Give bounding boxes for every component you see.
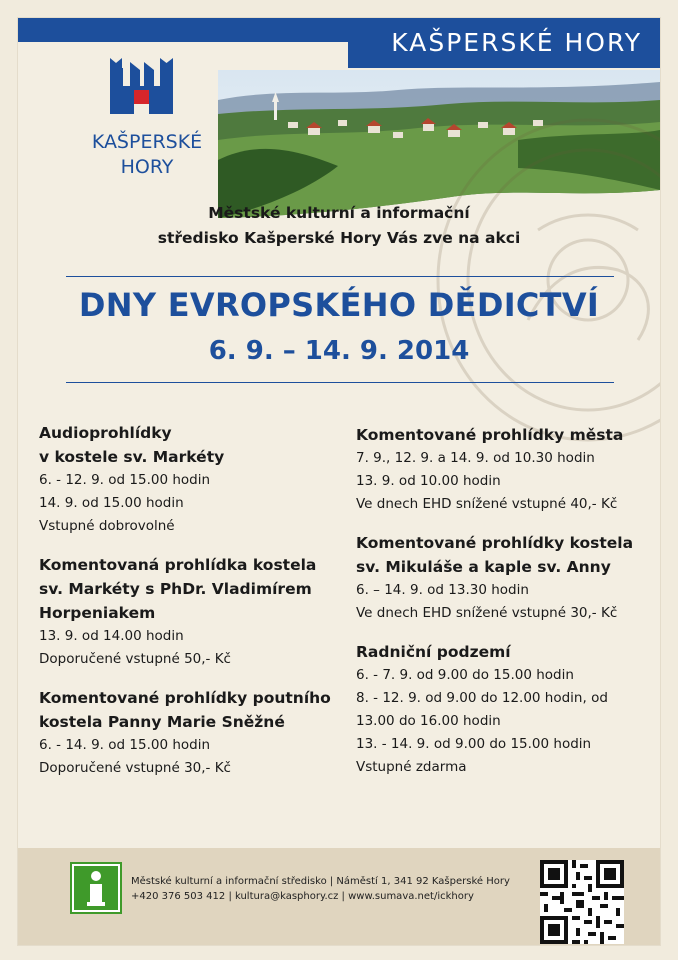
- divider-top: [66, 276, 614, 277]
- program-item-detail: Vstupné dobrovolné: [39, 518, 175, 534]
- program-item-detail: 8. - 12. 9. od 9.00 do 12.00 hodin, od 13.00 do 16.00 hodin: [356, 690, 608, 729]
- program-item-detail: 6. - 12. 9. od 15.00 hodin: [39, 472, 211, 488]
- program-item-detail: Vstupné zdarma: [356, 759, 467, 775]
- divider-bottom: [66, 382, 614, 383]
- program-item-detail: Ve dnech EHD snížené vstupné 30,- Kč: [356, 605, 618, 621]
- program-item-title: Radniční podzemí: [356, 643, 511, 661]
- program-item-detail: Ve dnech EHD snížené vstupné 40,- Kč: [356, 496, 618, 512]
- program-item-detail: 7. 9., 12. 9. a 14. 9. od 10.30 hodin: [356, 450, 595, 466]
- program-item: [356, 423, 656, 516]
- header-strip: [18, 18, 348, 42]
- intro-text: [18, 201, 660, 251]
- header-band: [348, 18, 660, 68]
- program-item-detail: 13. 9. od 10.00 hodin: [356, 473, 501, 489]
- program-item-title: Audioprohlídky v kostele sv. Markéty: [39, 424, 225, 466]
- header-title: KAŠPERSKÉ HORY: [391, 28, 642, 57]
- program-item-detail: Doporučené vstupné 50,- Kč: [39, 651, 231, 667]
- town-logo-icon: [104, 56, 179, 116]
- footer-address: Městské kulturní a informační středisko | Náměstí 1, 341 92 Kašperské Hory: [131, 876, 510, 887]
- event-title: DNY EVROPSKÉHO DĚDICTVÍ: [78, 286, 600, 324]
- footer: [18, 848, 660, 945]
- program-item: [356, 531, 656, 625]
- program-item-detail: 13. - 14. 9. od 9.00 do 15.00 hodin: [356, 736, 592, 752]
- program-item-title: Komentovaná prohlídka kostela sv. Markéty s PhDr. Vladimírem Horpeniakem: [39, 556, 317, 622]
- program-left-column: [39, 421, 339, 795]
- program-item: [39, 553, 339, 671]
- logo-text: [82, 130, 212, 180]
- intro-line-1: Městské kulturní a informační: [208, 204, 470, 222]
- logo-line-2: HORY: [120, 156, 174, 178]
- poster: [18, 18, 660, 945]
- footer-contact: [131, 874, 510, 904]
- program-item: [356, 640, 656, 779]
- program-item-detail: 6. - 14. 9. od 15.00 hodin: [39, 737, 211, 753]
- info-icon: [70, 862, 122, 914]
- program-item-title: Komentované prohlídky kostela sv. Mikuláše a kaple sv. Anny: [356, 534, 634, 576]
- program-item-detail: 6. – 14. 9. od 13.30 hodin: [356, 582, 529, 598]
- qr-code-icon: [540, 860, 624, 944]
- program-item-title: Komentované prohlídky poutního kostela Panny Marie Sněžné: [39, 689, 331, 731]
- program-item-detail: 13. 9. od 14.00 hodin: [39, 628, 184, 644]
- program-item-detail: 14. 9. od 15.00 hodin: [39, 495, 184, 511]
- logo-line-1: KAŠPERSKÉ: [91, 131, 203, 153]
- program-item: [39, 686, 339, 780]
- program-right-column: [356, 423, 656, 794]
- footer-phone-email-web: +420 376 503 412 | kultura@kasphory.cz | www.sumava.net/ickhory: [131, 891, 474, 902]
- event-dates: 6. 9. – 14. 9. 2014: [208, 336, 470, 366]
- program-item-detail: Doporučené vstupné 30,- Kč: [39, 760, 231, 776]
- historic-seal-icon: [418, 110, 660, 450]
- program-item-detail: 6. - 7. 9. od 9.00 do 15.00 hodin: [356, 667, 574, 683]
- intro-line-2: středisko Kašperské Hory Vás zve na akci: [157, 229, 521, 247]
- program-item: [39, 421, 339, 538]
- program-item-title: Komentované prohlídky města: [356, 426, 624, 444]
